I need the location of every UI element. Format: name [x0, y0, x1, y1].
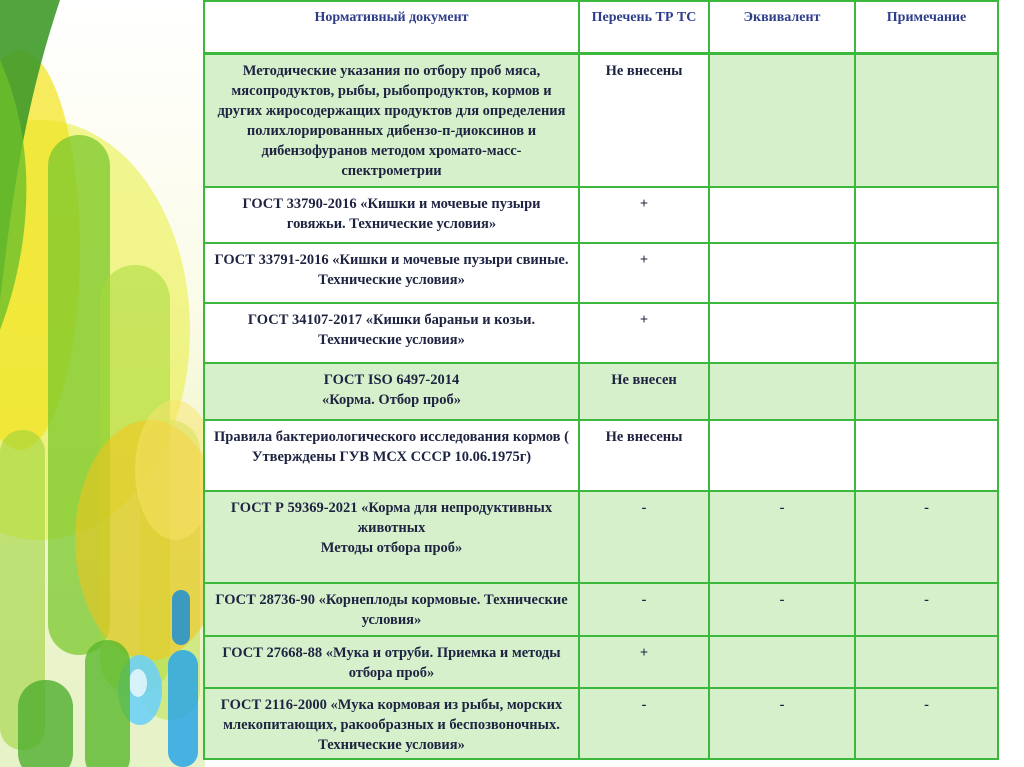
- header-document: Нормативный документ: [204, 1, 579, 54]
- document-cell: Методические указания по отбору проб мяса, мясопродуктов, рыбы, рыбопродуктов, кормов и других жиросодержащих продуктов для определения полихлорированных дибензо-п-диоксинов и дибензофуранов методом хромато-масс-спектрометрии: [204, 54, 579, 187]
- note-cell: [855, 420, 998, 491]
- document-cell: ГОСТ 27668-88 «Мука и отруби. Приемка и методы отбора проб»: [204, 636, 579, 688]
- list-cell: -: [579, 491, 709, 583]
- equivalent-cell: [709, 303, 855, 363]
- note-cell: [855, 363, 998, 420]
- list-cell: Не внесены: [579, 54, 709, 187]
- list-cell: +: [579, 243, 709, 303]
- document-cell: [204, 363, 579, 420]
- note-cell: -: [855, 491, 998, 583]
- table-row: [204, 363, 998, 420]
- right-margin: [996, 0, 1024, 767]
- document-cell: ГОСТ 28736-90 «Корнеплоды кормовые. Технические условия»: [204, 583, 579, 636]
- note-cell: [855, 303, 998, 363]
- table-row: [204, 583, 998, 636]
- document-cell: [204, 491, 579, 583]
- note-cell: [855, 243, 998, 303]
- equivalent-cell: [709, 243, 855, 303]
- note-cell: [855, 187, 998, 243]
- decorative-shapes-icon: [0, 0, 205, 767]
- list-cell: Не внесены: [579, 420, 709, 491]
- equivalent-cell: [709, 636, 855, 688]
- note-cell: [855, 636, 998, 688]
- equivalent-cell: -: [709, 583, 855, 636]
- table-row: [204, 187, 998, 243]
- table-row: [204, 243, 998, 303]
- document-cell: ГОСТ 33791-2016 «Кишки и мочевые пузыри свиные. Технические условия»: [204, 243, 579, 303]
- equivalent-cell: -: [709, 688, 855, 759]
- header-tr-ts-list: Перечень ТР ТС: [579, 1, 709, 54]
- header-note: Примечание: [855, 1, 998, 54]
- document-cell: ГОСТ 33790-2016 «Кишки и мочевые пузыри говяжьи. Технические условия»: [204, 187, 579, 243]
- table-row: [204, 491, 998, 583]
- equivalent-cell: [709, 54, 855, 187]
- regulatory-documents-table: [203, 0, 999, 760]
- equivalent-cell: [709, 363, 855, 420]
- list-cell: +: [579, 636, 709, 688]
- document-line: ГОСТ ISO 6497-2014 «Корма. Отбор проб»: [322, 371, 461, 408]
- note-cell: [855, 54, 998, 187]
- table-row: [204, 636, 998, 688]
- note-cell: -: [855, 688, 998, 759]
- document-cell: ГОСТ 2116-2000 «Мука кормовая из рыбы, морских млекопитающих, ракообразных и беспозвоночных. Технические условия»: [204, 688, 579, 759]
- document-line: ГОСТ Р 59369-2021 «Корма для непродуктивных животных Методы отбора проб»: [230, 499, 553, 556]
- decorative-background: [0, 0, 205, 767]
- table-header-row: [204, 1, 998, 54]
- table-row: [204, 420, 998, 491]
- note-cell: -: [855, 583, 998, 636]
- document-cell: Правила бактериологического исследования кормов ( Утверждены ГУВ МСХ СССР 10.06.1975г): [204, 420, 579, 491]
- list-cell: +: [579, 187, 709, 243]
- list-cell: -: [579, 583, 709, 636]
- header-equivalent: Эквивалент: [709, 1, 855, 54]
- equivalent-cell: [709, 420, 855, 491]
- list-cell: -: [579, 688, 709, 759]
- equivalent-cell: -: [709, 491, 855, 583]
- document-cell: ГОСТ 34107-2017 «Кишки бараньи и козьи. Технические условия»: [204, 303, 579, 363]
- equivalent-cell: [709, 187, 855, 243]
- table-row: [204, 303, 998, 363]
- table-row: [204, 688, 998, 759]
- table-row: [204, 54, 998, 187]
- list-cell: Не внесен: [579, 363, 709, 420]
- list-cell: +: [579, 303, 709, 363]
